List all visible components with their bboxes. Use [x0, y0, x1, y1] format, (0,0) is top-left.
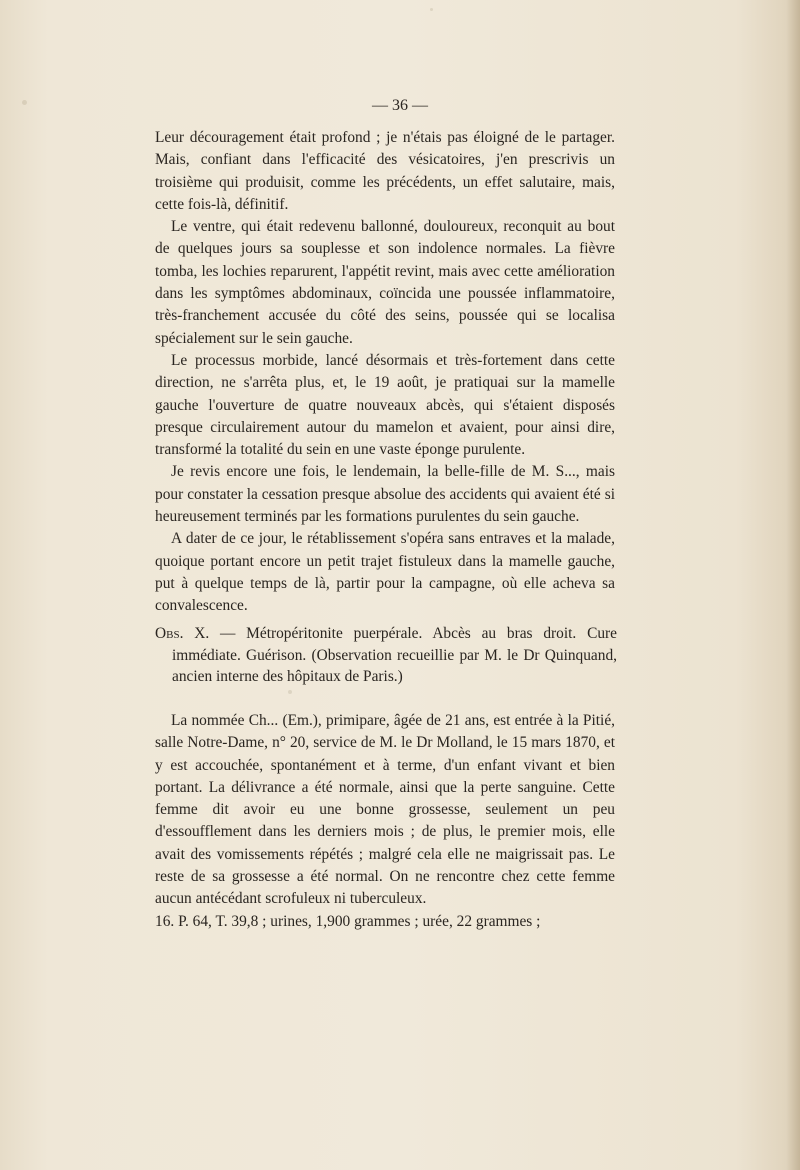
paper-speck: [430, 8, 433, 11]
paragraph-2: Le ventre, qui était redevenu ballonné, douloureux, reconquit au bout de quelques jours sa souplesse et son indolence normales. La fièvre tomba, les lochies reparurent, l'appétit revint, mais avec cette amélioration dans les symptômes abdominaux, coïncida une poussée inflammatoire, très-franchement accusée du côté des seins, poussée qui se localisa spécialement sur le sein gauche.: [155, 218, 615, 347]
case-paragraph-1: La nommée Ch... (Em.), primipare, âgée de 21 ans, est entrée à la Pitié, salle Notre-Dame, n° 20, service de M. le Dr Molland, le 15 mars 1870, et y est accouchée, spontanément et à terme, d'un enfant vivant et bien portant. La délivrance a été normale, ainsi que la perte sanguine. Cette femme dit avoir eu une bonne grossesse, seulement un peu d'essoufflement dans les derniers mois ; de plus, le premier mois, elle avait des vomissements répétés ; malgré cela elle ne maigrissait pas. Le reste de sa grossesse a été normal. On ne rencontre chez cette femme aucun antécédant scrofuleux ni tuberculeux.: [155, 712, 615, 908]
paper-speck: [288, 690, 292, 694]
observation-heading: [155, 623, 617, 688]
paragraph-4: Je revis encore une fois, le lendemain, la belle-fille de M. S..., mais pour constater la cessation presque absolue des accidents qui avaient été si heureusement terminés par les formations purulentes du sein gauche.: [155, 463, 615, 526]
paragraph-1: Leur découragement était profond ; je n'étais pas éloigné de le partager. Mais, confiant dans l'efficacité des vésicatoires, j'en prescrivis un troisième qui produisit, comme les précédents, un effet salutaire, mais, cette fois-là, définitif.: [155, 129, 615, 213]
case-vitals-line: 16. P. 64, T. 39,8 ; urines, 1,900 grammes ; urée, 22 grammes ;: [155, 912, 541, 930]
observation-label: Obs. X.: [155, 625, 210, 642]
main-text-block: [155, 127, 615, 618]
observation-title: — Métropéritonite puerpérale. Abcès au bras droit. Cure immédiate. Guérison. (Observation recueillie par M. le Dr Quinquand, ancien interne des hôpitaux de Paris.): [172, 625, 617, 685]
page-number: — 36 —: [372, 97, 428, 114]
paragraph-3: Le processus morbide, lancé désormais et très-fortement dans cette direction, ne s'arrêta plus, et, le 19 août, je pratiquai sur la mamelle gauche l'ouverture de quatre nouveaux abcès, qui s'étaient disposés presque circulairement autour du mamelon et avaient, pour ainsi dire, transformé la totalité du sein en une vaste éponge purulente.: [155, 351, 615, 459]
page-edge-shadow: [786, 0, 800, 1170]
paragraph-5: A dater de ce jour, le rétablissement s'opéra sans entraves et la malade, quoique portant encore un petit trajet fistuleux dans la mamelle gauche, put à quelque temps de là, partir pour la campagne, où elle acheva sa convalescence.: [155, 530, 615, 615]
case-text-block: [155, 710, 615, 933]
